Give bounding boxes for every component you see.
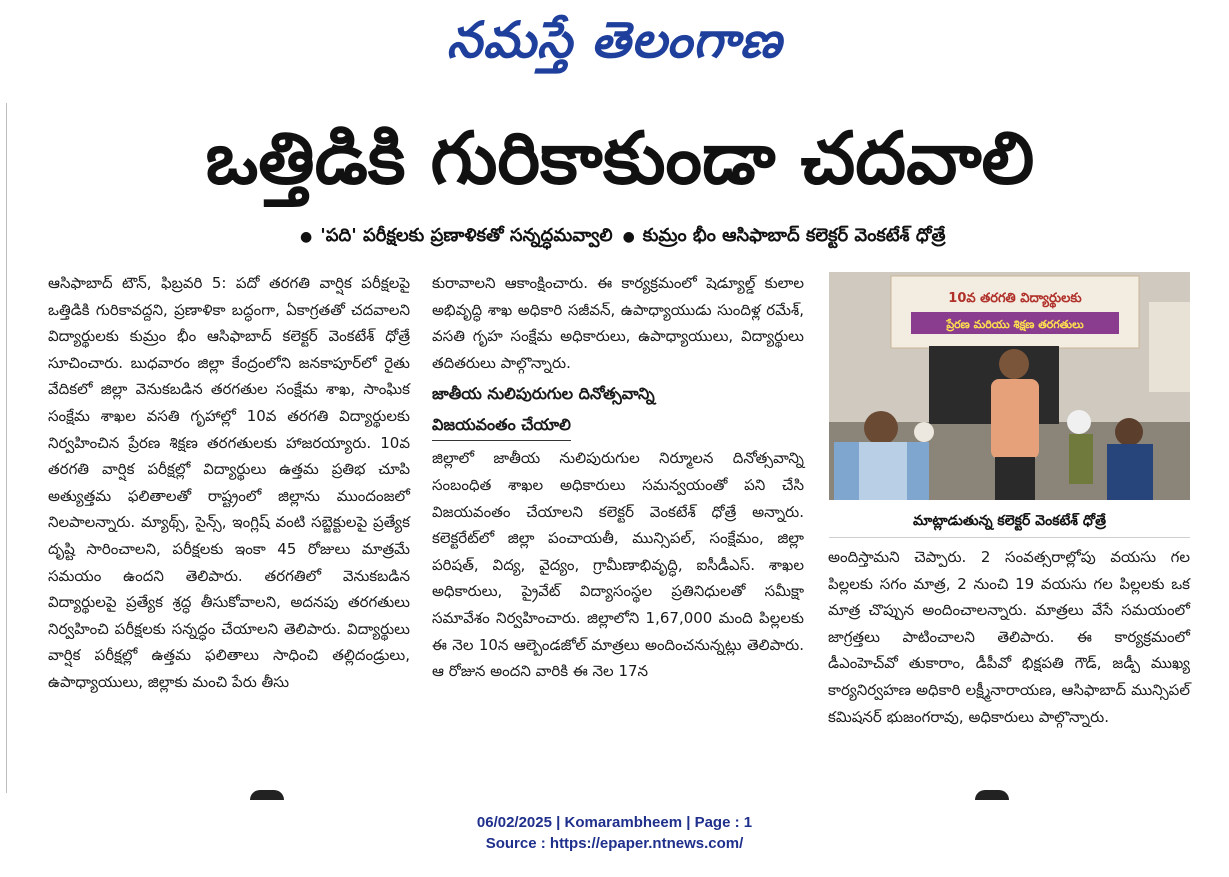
column-2-bottom-text: జిల్లాలో జాతీయ నులిపురుగుల నిర్మూలన దినోత్సవాన్ని సంబంధిత శాఖల అధికారులు సమన్వయంతో పని చేసి విజయవంతం చేయాలని కలెక్టర్ వెంకటేశ్ ధోత్రే అన్నారు. కలెక్టరేట్‌లో జిల్లా పంచాయతీ, మున్సిపల్, సంక్షేమం, జిల్లా పరిషత్, విద్య, వైద్యం, గ్రామీణాభివృద్ధి, ఐసీడీఎస్. శాఖల అధికారులు, ప్రైవేట్ విద్యాసంస్థల ప్రతినిధులతో సమీక్షా సమావేశం నిర్వహించారు. జిల్లాలోని 1,67,000 మంది పిల్లలకు ఈ నెల 10న ఆల్బెండజోల్ మాత్రలు అందించనున్నట్లు తెలిపారు. ఆ రోజున అందని వారికి ఈ నెల 17న [432,449,804,681]
page-edge-mark [250,790,284,800]
caption-divider [829,537,1190,538]
footer-date-edition: 06/02/2025 | Komarambheem | Page : 1 [476,814,753,831]
newspaper-masthead: నమస్తే తెలంగాణ [446,11,783,69]
banner-line-2: ప్రేరణ మరియు శిక్షణ తరగతులు [946,318,1084,331]
article-column-2 [432,270,804,685]
banner-line-1: 10వ తరగతి విద్యార్థులకు [948,291,1082,306]
bullet-icon: ● [622,229,635,245]
footer-source: Source : https://epaper.ntnews.com/ [485,835,744,852]
article-headline: ఒత్తిడికి గురికాకుండా చదవాలి [205,116,1035,200]
subhead-2: కుమ్రం భీం ఆసిఫాబాద్ కలెక్టర్ వెంకటేశ్ ధోత్రే [642,225,946,246]
column-3-text: అందిస్తామని చెప్పారు. 2 సంవత్సరాల్లోపు వయసు గల పిల్లలకు సగం మాత్ర, 2 నుంచి 19 వయసు గల పిల్లలకు ఒక మాత్ర చొప్పున అందించాలన్నారు. మాత్రలు వేసే సమయంలో జాగ్రత్తలు పాటించాలని తెలిపారు. ఈ కార్యక్రమంలో డీఎంహెచ్‌వో తుకారాం, డీపీవో భిక్షపతి గౌడ్, జడ్పీ ముఖ్య కార్యనిర్వహణ అధికారి లక్ష్మీనారాయణ, ఆసిఫాబాద్ మున్సిపల్ కమిషనర్ భుజంగరావు, అధికారులు పాల్గొన్నారు. [828,548,1190,726]
photo-caption: మాట్లాడుతున్న కలెక్టర్ వెంకటేశ్ ధోత్రే [913,513,1106,529]
subhead-1: 'పది' పరీక్షలకు ప్రణాళికతో సన్నద్ధమవ్వాలి [320,225,613,246]
left-border-line [6,103,7,793]
article-subheads [290,222,1190,251]
photo-illustration [829,272,1190,500]
article-photo [829,272,1190,500]
page-edge-mark [975,790,1009,800]
column-1-text: ఆసిఫాబాద్ టౌన్, ఫిబ్రవరి 5: పదో తరగతి వార్షిక పరీక్షలపై ఒత్తిడికి గురికావద్దని, ప్రణాళికా బద్ధంగా, ఏకాగ్రతతో చదవాలని విద్యార్థులకు కుమ్రం భీం ఆసిఫాబాద్ కలెక్టర్ వెంకటేశ్ ధోత్రే సూచించారు. బుధవారం జిల్లా కేంద్రంలోని జనకాపూర్‌లో రైతు వేదికలో జిల్లా వెనుకబడిన తరగతుల సంక్షేమ శాఖ, సాంఘిక సంక్షేమ శాఖల వసతి గృహాల్లో 10వ తరగతి విద్యార్థులకు నిర్వహించిన ప్రేరణ శిక్షణ తరగతులకు హాజరయ్యారు. 10వ తరగతి వార్షిక పరీక్షల్లో విద్యార్థులు ఉత్తమ ప్రతిభ చూపి అత్యుత్తమ ఫలితాలతో రాష్ట్రంలో జిల్లాను ముందంజలో నిలపాలన్నారు. మ్యాథ్స్, సైన్స్, ఇంగ్లిష్ వంటి సబ్జెక్టులపై ప్రత్యేక దృష్టి సారించాలని, పరీక్షలకు ఇంకా 45 రోజులు మాత్రమే సమయం ఉందని తెలిపారు. తరగతిలో వెనుకబడిన విద్యార్థులపై ప్రత్యేక శ్రద్ధ తీసుకోవాలని, అదనపు తరగతులు నిర్వహించి పరీక్షలకు సన్నద్ధం చేయాలని తెలిపారు. విద్యార్థులు వార్షిక పరీక్షల్లో ఉత్తమ ఫలితాలు సాధించి తల్లిదండ్రులు, ఉపాధ్యాయులు, జిల్లాకు మంచి పేరు తీసు [48,274,410,691]
page-footer [0,812,1229,854]
bullet-icon: ● [300,229,313,245]
article-column-1 [48,270,410,696]
article-column-3 [828,544,1190,730]
section-subtitle-line-2: విజయవంతం చేయాలి [432,411,571,441]
column-2-top-text: కురావాలని ఆకాంక్షించారు. ఈ కార్యక్రమంలో షెడ్యూల్డ్ కులాల అభివృద్ధి శాఖ అధికారి సజీవన్, ఉపాధ్యాయుడు సుందిళ్ల రమేశ్, వసతి గృహ సంక్షేమ అధికారులు, ఉపాధ్యాయులు, విద్యార్థులు తదితరులు పాల్గొన్నారు. [432,274,804,372]
section-subtitle-line-1: జాతీయ నులిపురుగుల దినోత్సవాన్ని [432,384,655,404]
